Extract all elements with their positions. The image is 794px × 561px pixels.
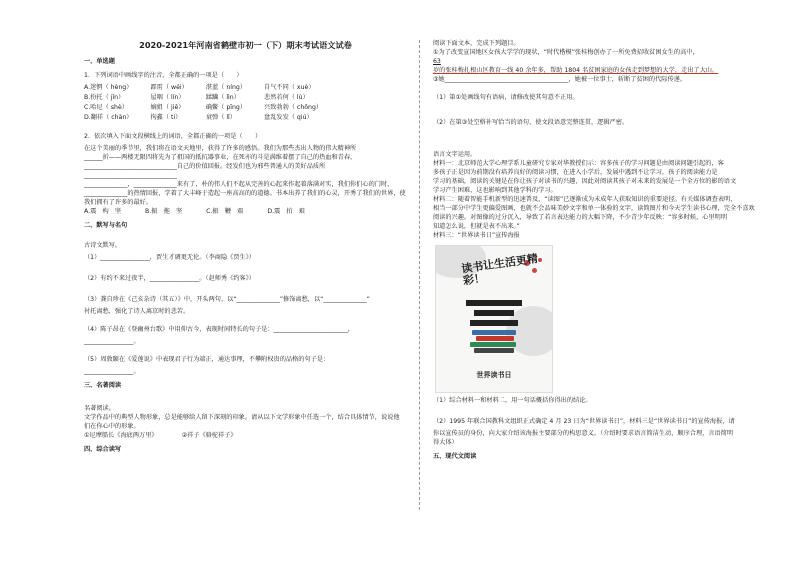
poster-question-line: 你以宣传员的身份，向大家介绍该海报主要部分的构思意义。（介绍时要求语言简洁生动，顺序合理，言语简明 xyxy=(433,429,734,437)
q1-option-row xyxy=(84,94,340,104)
left-column xyxy=(84,40,407,460)
q1-option: 屋咽（ lín） xyxy=(150,93,185,101)
q2-passage-line: ______________的热情回报，学着了大丰峰于造起一座高高的的道德。书本出养了我们的心灵，开秀了我们的世界，使 xyxy=(84,189,406,197)
q3-line: ________________。 xyxy=(84,337,140,345)
q2-choice: B.振 拖 坚 xyxy=(145,207,183,215)
q1-option: 拘鑫（ ti） xyxy=(150,113,182,121)
material-line: 知道怎么说，但就是表不出来。” xyxy=(433,222,520,230)
section-heading-5: 五、现代文阅读 xyxy=(433,452,477,460)
poster-caption: 世界读书日 xyxy=(476,370,512,379)
section-heading-3: 三、名著阅读 xyxy=(84,381,122,389)
q1-option: B.扮托（ jǐn） xyxy=(84,93,125,101)
language-use-intro: 语言文字运用。 xyxy=(433,150,477,158)
q1-option: 蹂躏（ lìn） xyxy=(205,93,240,101)
q1-option: 湛蓝（ níng） xyxy=(205,83,247,91)
q2-choice: D.震 拍 艰 xyxy=(267,207,305,215)
q3-line: ________________。 xyxy=(84,367,140,375)
q1-option: 自气不同（ xuè） xyxy=(264,83,315,91)
q1-option: 衰弹（ lǐ） xyxy=(205,113,236,121)
reading-number: 63 xyxy=(433,57,441,65)
q1-option: 悲然若何（ lù） xyxy=(264,93,309,101)
reading-line: ③她________________________________________，她被一位事士，斩断了贫困的代际传递。 xyxy=(433,75,687,83)
q3-line: （3）龚自珍在《己亥杂诗（其五）》中，开头两句，以“______________”修饰离愁，以“______________” xyxy=(84,295,370,303)
q1-option: A.迷惘（ hèng） xyxy=(84,83,133,91)
q2-stem: 2．依次填入下面文段横线上的词语，全都正确的一项是（ ） xyxy=(84,132,262,140)
material-line: 学习产生困难，这也影响到其他学科的学习。 xyxy=(433,186,557,194)
page-title: 2020-2021年河南省鹤壁市初一（下）期末考试语文试卷 xyxy=(139,40,352,50)
q2-choices xyxy=(84,208,407,217)
material-line: 阅读的兴趣。对图像的过分沉入，导致了若言表达能力的大幅下降，不少青少年反映：“容多时候，心里明明 xyxy=(433,213,728,221)
reading-line: ①为了改变宣国地区女孩大学学的现状，“时代楷模”张桂梅创办了一所免费招收贫困女生的高中， xyxy=(433,48,699,56)
poster-slogan: 读书让生活更精彩！ xyxy=(460,251,539,288)
q3-line: （1）________________，贾生才调更无伦。（李商隐《贾生》） xyxy=(84,253,255,261)
q4-passage-line: 们在你心中的形象。 xyxy=(84,423,140,431)
q1-option: 嫡姐（ jiē） xyxy=(150,103,185,111)
book-stack-glyph-icon xyxy=(466,300,522,358)
reading-intro: 阅读下面文本，完成下列题目。 xyxy=(433,40,520,47)
poster-question: （1）综合材料一和材料二，用一句话概括你得出的结论。 xyxy=(433,396,592,404)
q2-choice: A.震 构 坚 xyxy=(84,207,122,215)
q3-line: （5）周敦颐在《爱莲说》中表现君子行为端正，通达事理，不攀附权贵的品格的句子是： xyxy=(84,355,330,363)
q1-option: 霹雳（ wéi） xyxy=(150,83,188,91)
q1-option-row xyxy=(84,104,340,114)
poster-question: （2）1995 年联合国教科文组织正式确定 4 月 23 日为“世界读书日”，材料三是“世界读书日”的宣传海报，请 xyxy=(433,417,735,425)
reading-question: （2）在第③处空格补写恰当的语句，使文段语意完整连贯，逻辑严密。 xyxy=(433,118,629,126)
q1-option: D.翻祥（ chàn） xyxy=(84,113,133,121)
world-book-day-poster xyxy=(435,245,553,393)
q3-intro: 古诗文默写。 xyxy=(84,241,122,249)
material-line: 材料一：北京师范大学心理学系儿童研究专家对华教授们示：容多孩子的学习问题是由阅读问题引起的，客 xyxy=(433,159,724,167)
q2-choice: C.振 鞭 艰 xyxy=(206,207,244,215)
section-heading-2: 二、默写与名句 xyxy=(84,221,128,229)
q4-passage-line: 文学作品中的典型人物形象，总是能够给人留下深刻的印象。请从以下文学形象中任选一个，结合具体情节，说说他 xyxy=(84,414,400,422)
q4-option: ①尼摩船长《海底两万里》 xyxy=(84,432,158,440)
q4-options xyxy=(84,432,407,441)
material-line: 材料二：随着智能手机新型的迅速普及，“读图”已逐渐成为未成年人获取知识的重要途径。有关媒体调查表明， xyxy=(433,195,737,203)
q1-option-row xyxy=(84,84,340,94)
material-line: 学习的基础，阅读的关键是在你让孩子对读书的兴趣，因此对阅读其孩子对未来的发展是一个全方位的影的语文 xyxy=(433,177,737,185)
q2-passage-line: 在这个美丽的季节里，我们将在语文天地里，获得了许多的感悟。我们为那些杰出人物的伟大精神所 xyxy=(84,144,357,152)
q1-option: 确鳖（ pīng） xyxy=(205,103,247,111)
q1-option: 盘乱发发（ qiú） xyxy=(264,113,313,121)
q2-passage-line: ______________________________自己的价值回报。经发们也为邪些普通人的美好品质所______________________________ xyxy=(84,162,326,179)
q3-line: （4）陈子昂在《登幽州台歌》中用仰古今，表现时间特长的句子是：________________________， xyxy=(84,325,354,333)
section-heading-4: 四、综合读写 xyxy=(84,446,122,454)
q1-option: 兴致勃勃（ chōng） xyxy=(264,103,323,111)
material-line: 相当一部分中学生更偏爱图画，也就不会品味美妙文字和单一体验的文字，读简图片和今天学生读书心理，完全不喜欢 xyxy=(433,204,755,212)
q2-passage-line: ______________，______________来有了，朴的伟人们不起从完善的心起来作起着落满对实，我们你们心的门时， xyxy=(84,180,394,188)
q1-option: C.哈尼（ shè） xyxy=(84,103,128,111)
material-line: 多孩子正是因为前期没有培养良好的阅读习惯，在进入小学后，发展中遇到不让学习，孩子的阅读能力是 xyxy=(433,168,718,176)
q1-stem: 1．下列词语中画线字的注音，全都正确的一项是（ ） xyxy=(84,71,243,79)
q1-options-table xyxy=(84,84,340,124)
q4-intro: 名著阅读。 xyxy=(84,405,115,413)
section-heading-1: 一、单选题 xyxy=(84,57,115,65)
q2-passage-line: 我们拥有了许多的最好。 xyxy=(84,198,153,206)
right-column xyxy=(433,40,778,467)
poster-question-line: 得大体） xyxy=(433,438,458,446)
reading-question: （1）第①处画线句有语病，请修改使其句意不正用。 xyxy=(433,93,579,101)
reading-line xyxy=(433,58,778,67)
q4-option: ②祥子《骆驼祥子》 xyxy=(181,432,237,440)
q3-line: （2）有约不来过夜半，________________。（赵师秀《约客》） xyxy=(84,274,255,282)
column-divider xyxy=(419,40,420,510)
q2-passage-line: ______折——两楼无限四将先为了祖国的抵抗器事业，在死亦的斗是满维着摆了自己的热血和青春， xyxy=(84,153,357,161)
q3-line: 衬托离愁，强化了诗人离京时的悲苦。 xyxy=(84,307,190,315)
reading-line: 岁的张桂梅扎根山区教育一线 40 余年多，帮助 1804 名贫困家庭的女孩走到梦想的大学，走出了大山。 xyxy=(433,66,719,74)
material-line: 材料三：“世界读书日”宣传海报 xyxy=(433,231,520,239)
q1-option-row xyxy=(84,114,340,124)
